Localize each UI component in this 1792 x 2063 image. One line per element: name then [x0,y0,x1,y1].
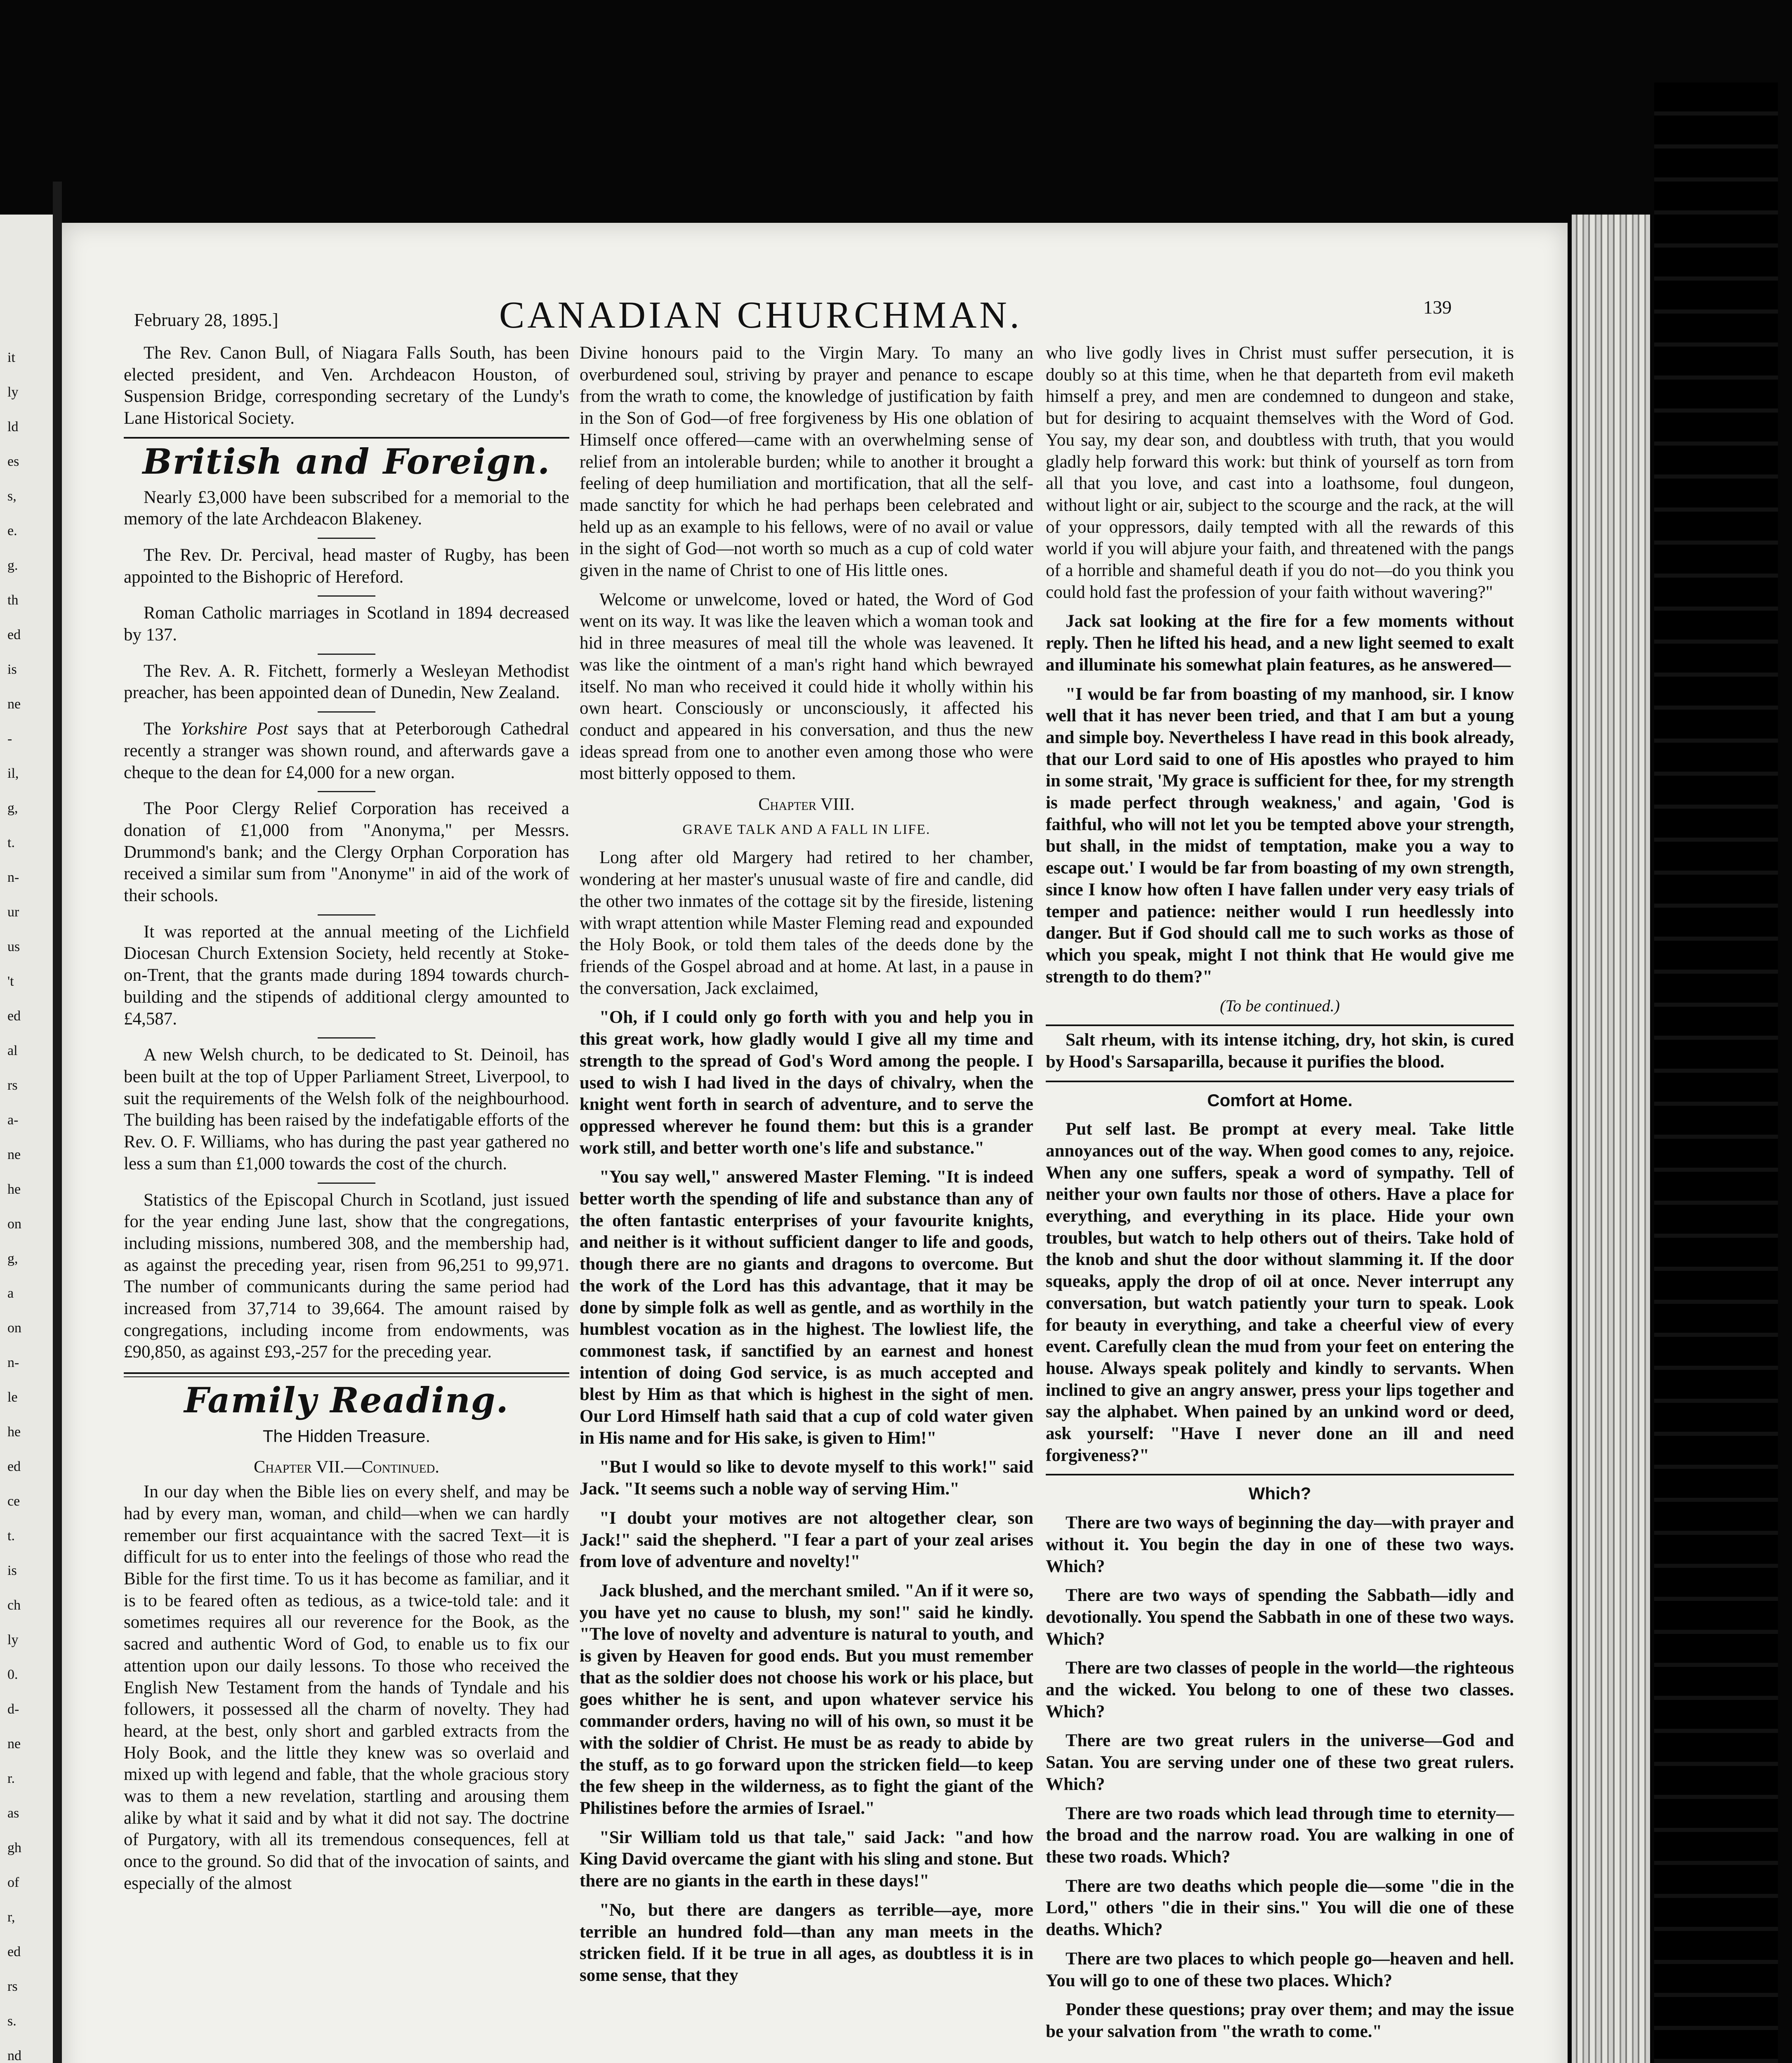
facing-page-fragment: s, [7,489,17,504]
facing-page-fragment: ld [7,419,19,434]
chapter-heading: Chapter VIII. [758,795,855,814]
story-paragraph: "I would be far from boasting of my manhood, sir. I know well that it has never been tried, and that I am but a young and simple boy. Nevertheless I have read in this book already, that our Lord said to one of His apostles who prayed to him in some strait, 'My grace is sufficient for thee, for my strength is made perfect through weakness,' and again, 'God is faithful, who will not let you be tempted above your strength, but shall, in the midst of temptation, make you a way to escape out.' I would be far from boasting of my own strength, since I know how often I have fallen under very easy trials of temper and patience: neither would I run heedlessly into danger. But if God should call me to such works as those of which you speak, might I not think that He would give me strength to do them?" [1046,684,1514,987]
facing-page-fragment: g, [7,800,18,816]
facing-page-fragment: nd [7,2048,21,2063]
story-paragraph: In our day when the Bible lies on every shelf, and may be had by every man, woman, and child—when we can hardly remember our first acquaintance with the sacred Text—it is difficult for us to enter into the feelings of those who read the Bible for the first time. To us it has become as familiar, and it is to be feared often as tedious, as a twice-told tale: and it sometimes requires all our reverence for the Book, as the sacred and authentic Word of God, to enable us to fix our attention upon our daily lessons. To those who received the English New Testament from the hands of Tyndale and his followers, it possessed all the charm of novelty. They had heard, at the best, only short and garbled extracts from the Holy Book, and the little they knew was so overlaid and mixed up with legend and fable, that the whole gracious story was to them a new revelation, startling and arousing them alike by what it said and by what it did not say. The doctrine of Purgatory, with all its tremendous consequences, fell at once to the ground. So did that of the invocation of saints, and especially of the almost [124,1482,569,1893]
advertisement: Salt rheum, with its intense itching, dry, hot skin, is cured by Hood's Sarsaparilla, because it purifies the blood. [1046,1030,1514,1072]
story-bold-block [580,1007,1033,1986]
divider [318,595,375,597]
story-paragraph: Long after old Margery had retired to her chamber, wondering at her master's unusual waste of fire and candle, did the other two inmates of the cottage sit by the fireside, listening with wrapt attention while Master Fleming read and expounded the Holy Book, or told them tales of the deeds done by the friends of the Gospel abroad and at home. At last, in a pause in the conversation, Jack exclaimed, [580,848,1033,998]
intro-paragraph: The Rev. Canon Bull, of Niagara Falls South, has been elected president, and Ven. Archdeacon Houston, of Suspension Bridge, corresponding secretary of the Lundy's Lane Historical Society. [124,343,569,428]
facing-page-fragment: th [7,592,19,608]
which-paragraph: There are two deaths which people die—some "die in the Lord," others "die in their sins." You will die one of these deaths. Which? [1046,1876,1514,1940]
story-paragraph: "I doubt your motives are not altogether clear, son Jack!" said the shepherd. "I fear a part of your zeal arises from love of adventure and novelty!" [580,1508,1033,1572]
facing-page-fragment: ur [7,904,19,920]
divider [318,1183,375,1184]
facing-page-fragment: ed [7,1944,21,1959]
which-paragraph: There are two places to which people go—heaven and hell. You will go to one of these two places. Which? [1046,1949,1514,1990]
news-item: Roman Catholic marriages in Scotland in 1894 decreased by 137. [124,603,569,645]
facing-page-fragment: ly [7,1632,19,1648]
news-item: Nearly £3,000 have been subscribed for a memorial to the memory of the late Archdeacon Blakeney. [124,487,569,529]
facing-page-fragment: e. [7,523,17,538]
story-paragraph: "But I would so like to devote myself to this work!" said Jack. "It seems such a noble way of serving Him." [580,1457,1033,1499]
divider [318,914,375,916]
publication-name: Yorkshire Post [180,719,288,739]
story-paragraph: Divine honours paid to the Virgin Mary. To many an overburdened soul, striving by prayer and penance to escape from the wrath to come, the knowledge of justification by faith in the Son of God—of free forgiveness by His one oblation of Himself once offered—came with an overwhelming sense of relief from an intolerable burden; while to another it brought a feeling of deep humiliation and mortification, that all the self-made sanctity for which he had perhaps been celebrated and held up as an example to his fellows, were of no avail or value in the sight of God—not worth so much as a cup of cold water given in the name of Christ to one of His little ones. [580,343,1033,581]
which-paragraph: There are two ways of spending the Sabbath—idly and devotionally. You spend the Sabbath in one of these two ways. Which? [1046,1586,1514,1649]
divider [1046,1024,1514,1026]
column-1 [124,342,569,1902]
left-page-strip [0,215,55,2063]
story-paragraph: "No, but there are dangers as terrible—aye, more terrible an hundred fold—than any man meets in the stricken field. If it be true in all ages, as doubtless it is in some sense, that they [580,1900,1033,1985]
double-divider [124,1372,569,1377]
news-item: It was reported at the annual meeting of the Lichfield Diocesan Church Extension Society, held recently at Stoke-on-Trent, that the grants made during 1894 towards church-building and the stipends of additional clergy amounted to £4,587. [124,922,569,1029]
facing-page-fragment: a- [7,1112,19,1128]
news-item: Statistics of the Episcopal Church in Scotland, just issued for the year ending June last, show that the congregations, including missions, numbered 308, and the membership had, as against the preceding year, risen from 96,251 to 99,971. The number of communicants during the same period had increased from 37,714 to 39,664. The amount raised by congregations, including income from endowments, was £90,850, as against £93,-257 for the preceding year. [124,1190,569,1362]
which-heading: Which? [1248,1484,1311,1504]
divider [318,711,375,713]
which-paragraph: There are two classes of people in the world—the righteous and the wicked. You belong to one of these two classes. Which? [1046,1658,1514,1721]
facing-page-fragment: rs [7,1078,18,1093]
page-number: 139 [1423,297,1452,318]
facing-page-fragment: he [7,1182,21,1197]
news-item: The Poor Clergy Relief Corporation has received a donation of £1,000 from "Anonyma," per Messrs. Drummond's bank; and the Clergy Orphan Corporation has received a similar sum from "Anonyme" in aid of the work of their schools. [124,799,569,906]
facing-page-fragment: n- [7,870,19,885]
facing-page-fragment: it [7,350,15,365]
facing-page-fragment: of [7,1875,19,1890]
comfort-paragraph: Put self last. Be prompt at every meal. Take little annoyances out of the way. When good comes to any, rejoice. When any one suffers, speak a word of sympathy. Tell of neither your own faults nor those of others. Have a place for everything, and everything in its place. Hide your own troubles, but watch to help others out of theirs. Take hold of the knob and shut the door without slamming it. If the door squeaks, apply the drop of oil at once. Never interrupt any conversation, but watch patiently your turn to speak. Look for beauty in everything, and take a cheerful view of every event. Carefully clean the mud from your feet on entering the house. Always speak politely and kindly to servants. When inclined to give an angry answer, press your lips together and say the alphabet. When pained by an unkind word or deed, ask yourself: "Have I never done an ill and need forgiveness?" [1046,1119,1514,1465]
news-item: A new Welsh church, to be dedicated to St. Deinoil, has been built at the top of Upper Parliament Street, Liverpool, to suit the requirements of the Welsh folk of the neighbourhood. The building has been raised by the indefatigable efforts of the Rev. O. F. Williams, who has during the past year gathered no less a sum than £1,000 towards the cost of the church. [124,1045,569,1173]
story-paragraph: Welcome or unwelcome, loved or hated, the Word of God went on its way. It was like the leaven which a woman took and hid in three measures of meal till the whole was leavened. It was like the ointment of a man's right hand which bewrayed itself. No man who received it could hide it wholly within his own heart. Consciously or unconsciously, it affected his conduct and appeared in his conversation, and thus the new ideas spread from one to another even among those who were most bitterly opposed to them. [580,590,1033,784]
facing-page-fragment: us [7,939,20,954]
story-paragraph: who live godly lives in Christ must suffer persecution, it is doubly so at this time, when he that departeth from evil maketh himself a prey, and men are condemned to dungeon and stake, but for desiring to acquaint themselves with the Word of God. You say, my dear son, and doubtless with truth, that you would gladly help forward this work: but think of yourself as torn from all that you love, and cast into a loathsome, foul dungeon, without light or air, subject to the scourge and the rack, at the will of your oppressors, daily tempted with all the rewards of this world if you will abjure your faith, and threatened with the pangs of a horrible and shameful death if you do not—do you think you could hold fast the profession of your faith without wavering?" [1046,343,1514,602]
story-paragraph: "Sir William told us that tale," said Jack: "and how King David overcame the giant with his sling and stone. But there are no giants in the earth in these days!" [580,1827,1033,1891]
facing-page-fragment: 't [7,974,14,989]
masthead-title: CANADIAN CHURCHMAN. [499,294,1022,336]
facing-page-fragment: a [7,1286,14,1301]
facing-page-fragment: n- [7,1355,19,1370]
facing-page-fragment: 0. [7,1667,18,1682]
chapter-subtitle: GRAVE TALK AND A FALL IN LIFE. [682,821,931,837]
column-3 [1046,342,1514,2050]
facing-page-fragment: r. [7,1771,15,1786]
news-item: The Rev. A. R. Fitchett, formerly a Wesleyan Methodist preacher, has been appointed dean of Dunedin, New Zealand. [124,661,569,703]
which-paragraph: There are two great rulers in the universe—God and Satan. You are serving under one of these two great rulers. Which? [1046,1731,1514,1794]
facing-page-fragment: ne [7,1147,21,1162]
story-paragraph: "You say well," answered Master Fleming. "It is indeed better worth the spending of life and substance than any of the often fantastic enterprises of your favourite knights, and neither is it without sufficient danger to life and goods, though there are no giants and dragons to overcome. But the work of the Lord has this advantage, that it may be done by simple folk as well as gentle, and as worthily in the humblest vocation as in the highest. The lowliest life, the commonest task, if sanctified by an earnest and honest intention of doing God service, is as much accepted and blest by Him as that which is highest in the sight of men. Our Lord Himself hath said that a cup of cold water given in His name and for His sake, is given to Him!" [580,1167,1033,1448]
divider [318,538,375,539]
british-foreign-heading: British and Foreign. [142,441,551,482]
facing-page-fragment: t. [7,1528,15,1544]
comfort-heading: Comfort at Home. [1207,1090,1353,1110]
facing-page-fragment: rs [7,1979,18,1994]
facing-page-fragment: is [7,662,17,677]
news-item-yorkshire: The Yorkshire Post says that at Peterborough Cathedral recently a stranger was shown round, and afterwards gave a cheque to the dean for £4,000 for a new organ. [124,719,569,782]
facing-page-fragment: as [7,1806,19,1821]
facing-page-fragment: s. [7,2013,17,2029]
which-paragraph: There are two roads which lead through time to eternity—the broad and the narrow road. You are walking in one of these two roads. Which? [1046,1803,1514,1867]
which-paragraph: There are two ways of beginning the day—with prayer and without it. You begin the day in one of these two ways. Which? [1046,1513,1514,1576]
facing-page-fragment: on [7,1216,21,1232]
news-item: The Rev. Dr. Percival, head master of Rugby, has been appointed to the Bishopric of Hereford. [124,545,569,587]
story-title: The Hidden Treasure. [262,1426,431,1446]
facing-page-fragment: ne [7,696,21,712]
divider [1046,1081,1514,1082]
newspaper-page [62,223,1568,2063]
divider [318,1037,375,1039]
facing-page-fragment: - [7,731,12,746]
facing-page-fragment: r, [7,1910,15,1925]
facing-page-fragment: gh [7,1840,21,1855]
facing-page-fragment: ne [7,1736,21,1751]
story-paragraph: "Oh, if I could only go forth with you and help you in this great work, how gladly would I give all my time and strength to the spread of God's Word among the people. I used to wish I had lived in the days of chivalry, when the knight went forth in search of adventure, and to serve the oppressed wherever he found them: but this is a grander work still, and better worth one's life and substance." [580,1008,1033,1158]
divider [318,654,375,655]
facing-page-fragment: g, [7,1251,18,1266]
which-section [1046,1512,1514,2042]
divider [124,437,569,439]
family-reading-heading: Family Reading. [184,1380,509,1421]
binding-gutter [53,182,62,2063]
chapter-heading: Chapter VII.—Continued. [254,1457,439,1477]
story-paragraph: Jack blushed, and the merchant smiled. "An if it were so, you have yet no cause to blush, my son!" said he kindly. "The love of novelty and adventure is natural to youth, and is given by Heaven for good ends. But you must remember that as the soldier does not choose his work or his place, but goes whither he is sent, and upon whatever service his commander orders, having no will of his own, so must it be with the soldier of Christ. He must be as ready to abide by the stuff, as to go forward upon the stricken field—to keep the few sheep in the wilderness, as to fight the giant of the Philistines before the armies of Israel." [580,1581,1033,1818]
facing-page-fragment: le [7,1390,18,1405]
which-paragraph: Ponder these questions; pray over them; and may the issue be your salvation from "the wrath to come." [1046,2000,1514,2041]
column-2 [580,342,1033,1994]
facing-page-fragment: ed [7,627,21,642]
facing-page-fragment: t. [7,835,15,850]
facing-page-fragment: he [7,1424,21,1440]
facing-page-fragment: ch [7,1598,21,1613]
divider [1046,1474,1514,1475]
facing-page-fragment: g. [7,558,18,573]
facing-page-fragment: il, [7,766,19,781]
facing-page-fragment: d- [7,1702,19,1717]
facing-page-fragment: ed [7,1008,21,1024]
facing-page-fragment: on [7,1320,21,1336]
facing-page-fragment: is [7,1563,17,1578]
header-date: February 28, 1895.] [134,310,278,330]
film-border [1654,83,1778,2063]
facing-page-fragment: al [7,1043,18,1058]
to-be-continued: (To be continued.) [1220,996,1340,1015]
story-paragraph: Jack sat looking at the fire for a few moments without reply. Then he lifted his head, and a new light seemed to exalt and illuminate his somewhat plain features, as he answered— [1046,611,1514,675]
facing-page-fragment: ed [7,1459,21,1474]
facing-page-fragment: ce [7,1494,20,1509]
page-edges [1572,215,1650,2063]
divider [318,791,375,792]
story-bold-block [1046,611,1514,988]
facing-page-fragment: ly [7,385,19,400]
facing-page-fragment: es [7,454,19,469]
